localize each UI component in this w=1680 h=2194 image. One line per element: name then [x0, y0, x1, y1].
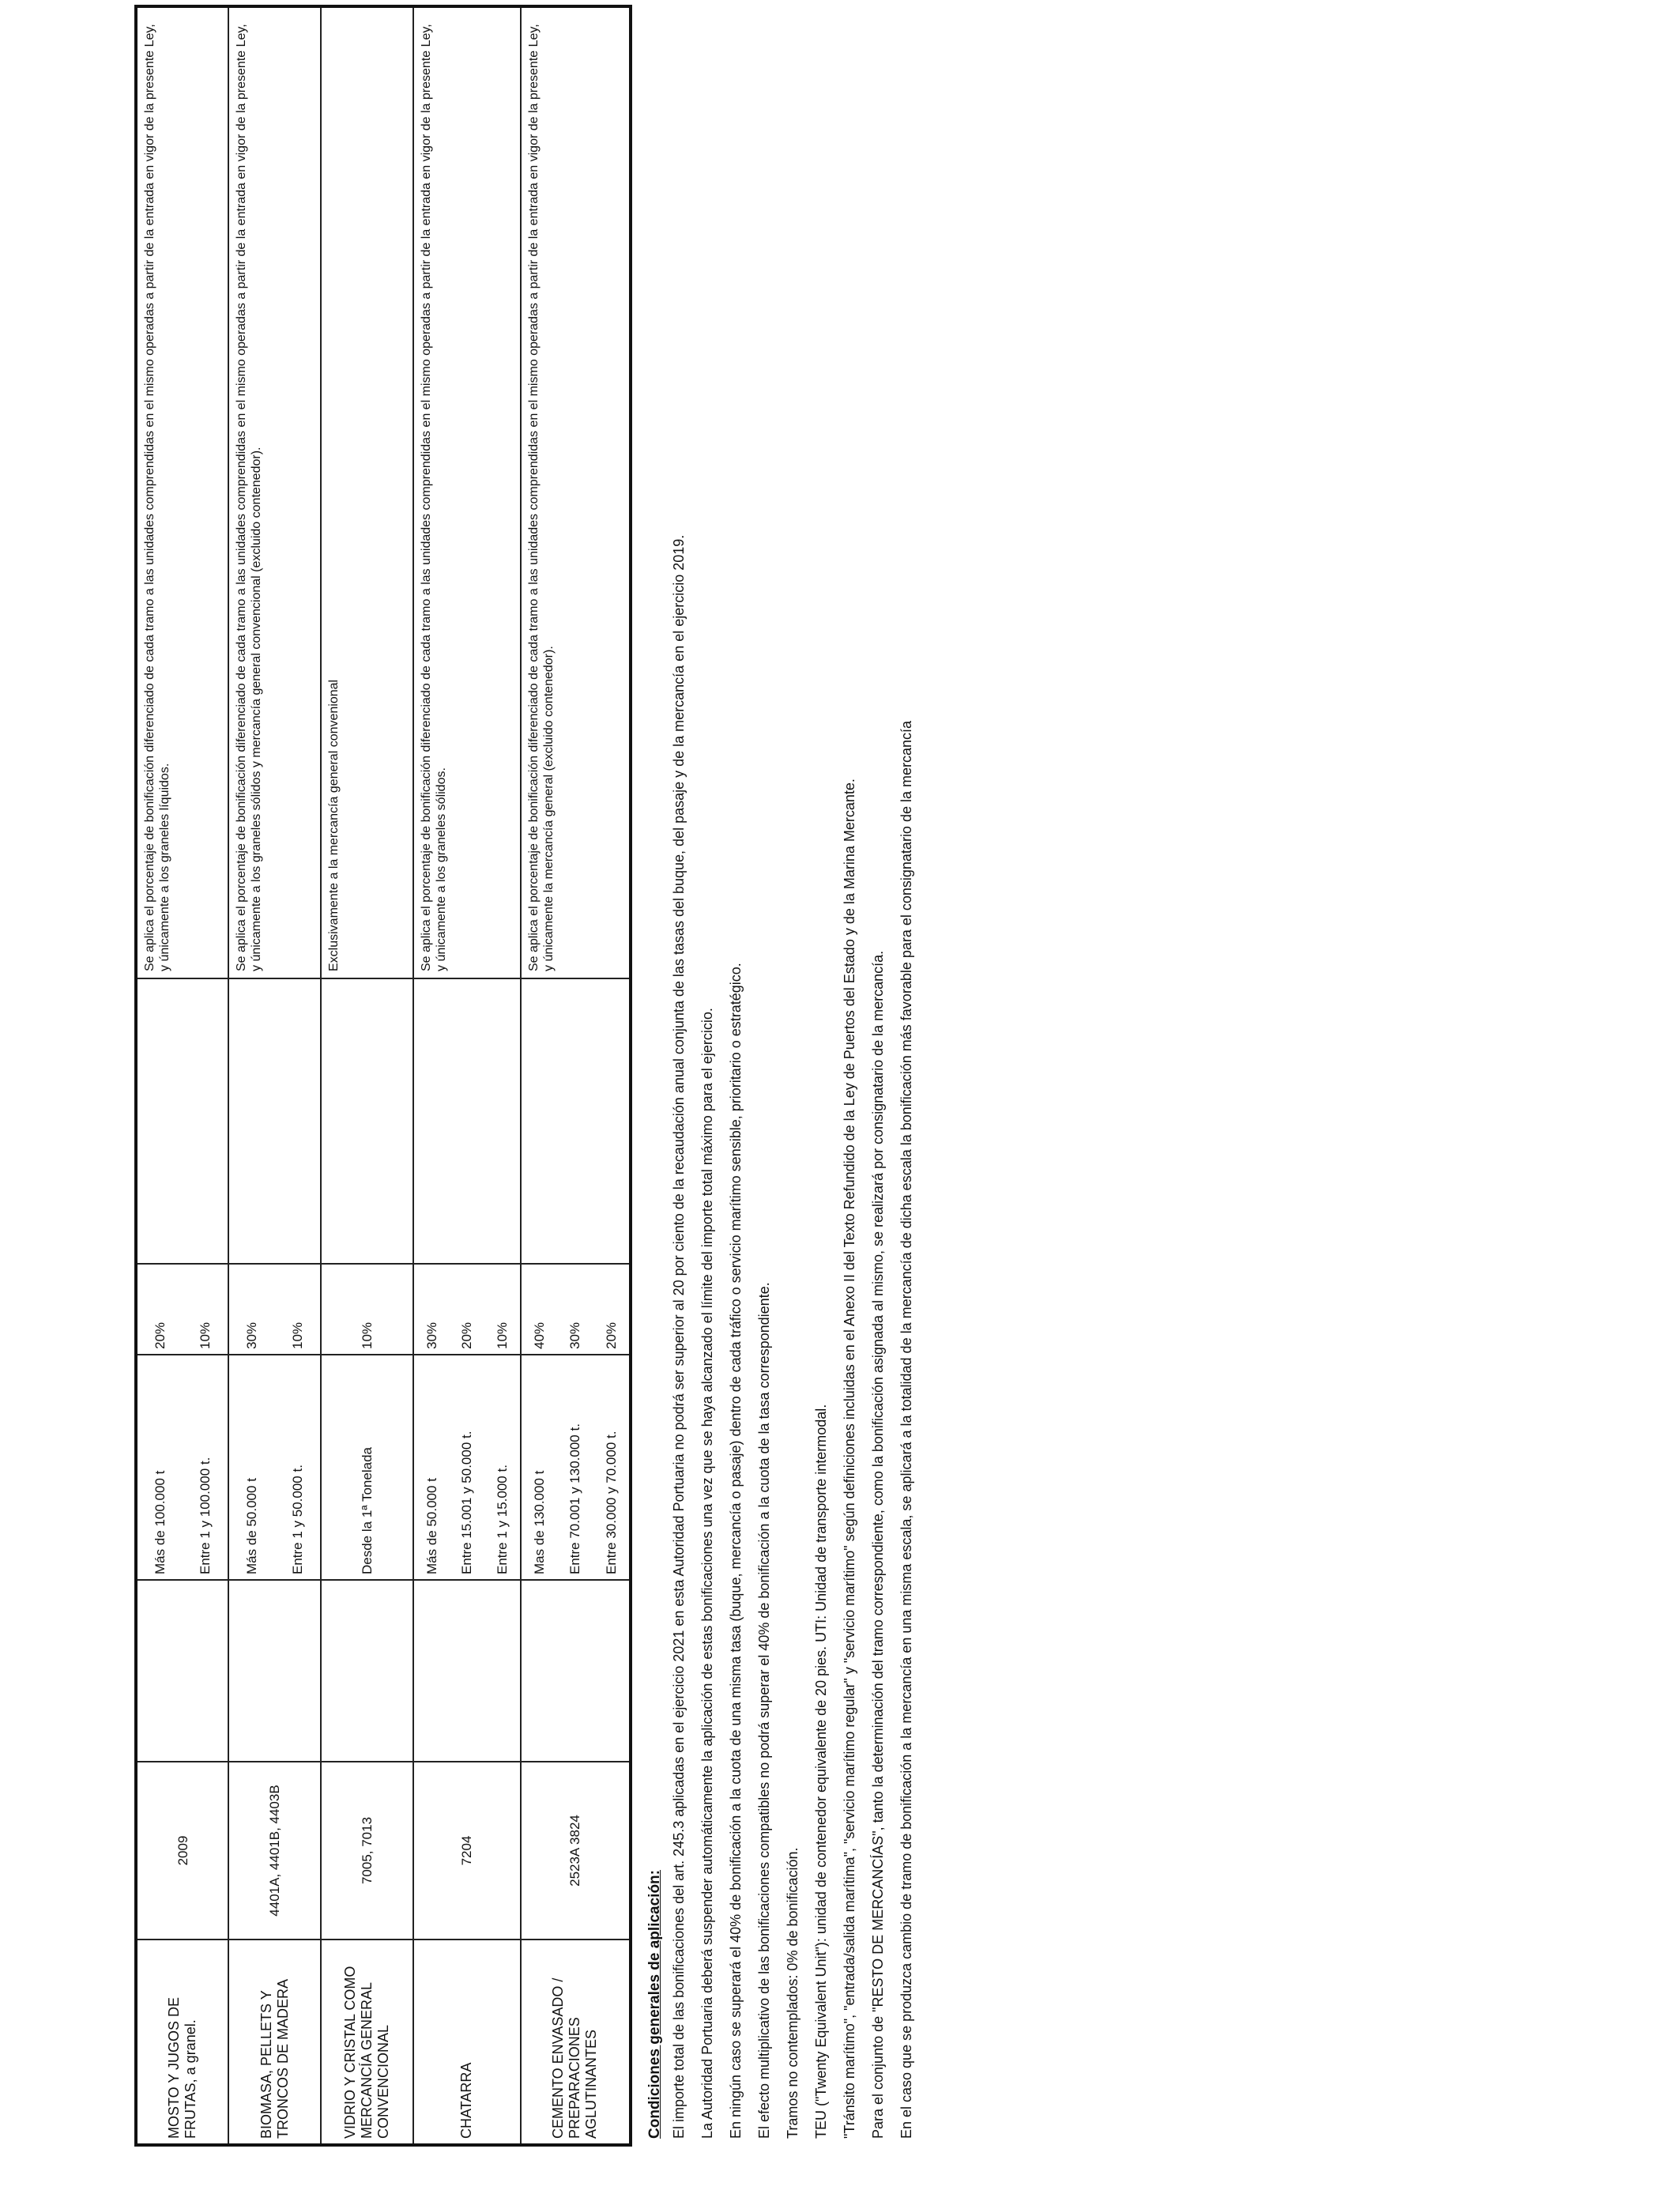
- code-cell: 7005, 7013: [321, 1762, 413, 1940]
- tier-range: Entre 30.000 y 70.000 t.: [603, 1431, 619, 1574]
- percent-cell: [136, 1264, 228, 1355]
- code-cell: 2009: [136, 1762, 228, 1940]
- percent-cell: [521, 1264, 631, 1355]
- bonus-table: [134, 5, 632, 2147]
- range-cell: [136, 1355, 228, 1580]
- product-cell: CHATARRA: [413, 1940, 521, 2145]
- code-cell: 7204: [413, 1762, 521, 1940]
- tier-range: Entre 15.001 y 50.000 t.: [459, 1431, 475, 1574]
- condition-line: El importe total de las bonificaciones del art. 245.3 aplicadas en el ejercicio 2021 en esta Autoridad Portuaria no podrá ser superior al 20 por ciento de la recaudación anual conjunta de las tasas del buque, del pasaje y de la mercancía en el ejercicio 2019.: [671, 534, 687, 2139]
- range-cell: [228, 1355, 321, 1580]
- table-row: [228, 6, 321, 2145]
- tier-percent: 30%: [244, 1321, 260, 1349]
- conditions-title: Condiciones generales de aplicación:: [646, 1870, 663, 2139]
- product-cell: VIDRIO Y CRISTAL COMO MERCANCÍA GENERAL CONVENCIONAL: [321, 1940, 413, 2145]
- condition-line: Tramos no contemplados: 0% de bonificación.: [785, 1847, 800, 2139]
- tier-range: Entre 70.001 y 130.000 t.: [567, 1423, 583, 1574]
- tier-range: Desde la 1ª Tonelada: [360, 1447, 375, 1574]
- tier-range: Más de 50.000 t: [244, 1478, 260, 1574]
- product-cell: MOSTO Y JUGOS DE FRUTAS, a granel.: [136, 1940, 228, 2145]
- percent-cell: [413, 1264, 521, 1355]
- note-cell: Se aplica el porcentaje de bonificación diferenciado de cada tramo a las unidades comprendidas en el mismo operadas a partir de la entrada en vigor de la presente Ley, y únicamente la mercancía general (excluido contenedor).: [521, 6, 631, 978]
- tier-percent: 10%: [198, 1321, 213, 1349]
- empty-cell: [228, 978, 321, 1264]
- product-cell: BIOMASA, PELLETS Y TRONCOS DE MADERA: [228, 1940, 321, 2145]
- tier-percent: 10%: [360, 1321, 375, 1349]
- table-row: [413, 6, 521, 2145]
- empty-cell: [136, 1580, 228, 1762]
- empty-cell: [521, 978, 631, 1264]
- condition-line: En ningún caso se superará el 40% de bonificación a la cuota de una misma tasa (buque, mercancía o pasaje) dentro de cada tráfico o servicio marítimo sensible, prioritario o estratégico.: [728, 963, 744, 2139]
- empty-cell: [228, 1580, 321, 1762]
- note-cell: Exclusivamente a la mercancía general convenional: [321, 6, 413, 978]
- tier-range: Entre 1 y 15.000 t.: [495, 1465, 510, 1574]
- tier-percent: 30%: [424, 1321, 439, 1349]
- empty-cell: [413, 978, 521, 1264]
- tier-percent: 20%: [459, 1321, 475, 1349]
- range-cell: [413, 1355, 521, 1580]
- note-cell: Se aplica el porcentaje de bonificación diferenciado de cada tramo a las unidades comprendidas en el mismo operadas a partir de la entrada en vigor de la presente Ley, y únicamente a los graneles líquidos.: [136, 6, 228, 978]
- tier-percent: 20%: [153, 1321, 168, 1349]
- condition-line: Para el conjunto de "RESTO DE MERCANCÍAS", tanto la determinación del tramo correspondiente, como la bonificación asignada al mismo, se realizará por consignatario de la mercancía.: [870, 950, 886, 2139]
- range-cell: [521, 1355, 631, 1580]
- note-cell: Se aplica el porcentaje de bonificación diferenciado de cada tramo a las unidades comprendidas en el mismo operadas a partir de la entrada en vigor de la presente Ley, y únicamente a los graneles sólidos.: [413, 6, 521, 978]
- tier-percent: 10%: [495, 1321, 510, 1349]
- empty-cell: [413, 1580, 521, 1762]
- tier-percent: 30%: [567, 1321, 583, 1349]
- condition-line: TEU ("Twenty Equivalent Unit"): unidad de contenedor equivalente de 20 pies. UTI: Unidad de transporte intermodal.: [813, 1404, 829, 2139]
- empty-cell: [521, 1580, 631, 1762]
- code-cell: 2523A 3824: [521, 1762, 631, 1940]
- empty-cell: [321, 978, 413, 1264]
- code-cell: 4401A, 4401B, 4403B: [228, 1762, 321, 1940]
- percent-cell: [228, 1264, 321, 1355]
- tier-percent: 20%: [603, 1321, 619, 1349]
- condition-line: El efecto multiplicativo de las bonificaciones compatibles no podrá superar el 40% de bonificación a la cuota de la tasa correspondiente.: [756, 1282, 772, 2139]
- note-cell: Se aplica el porcentaje de bonificación diferenciado de cada tramo a las unidades comprendidas en el mismo operadas a partir de la entrada en vigor de la presente Ley, y únicamente a los graneles sólidos y mercancía general convencional (excluido contenedor).: [228, 6, 321, 978]
- percent-cell: [321, 1264, 413, 1355]
- tier-range: Entre 1 y 50.000 t.: [289, 1465, 305, 1574]
- table-row: [136, 6, 228, 2145]
- empty-cell: [321, 1580, 413, 1762]
- condition-line: En el caso que se produzca cambio de tramo de bonificación a la mercancía en una misma escala, se aplicará a la totalidad de la mercancía de dicha escala la bonificación más favorable para el consignatario de la mercancía: [898, 720, 914, 2139]
- tier-percent: 40%: [532, 1321, 548, 1349]
- tier-range: Mas de 130.000 t: [532, 1470, 548, 1574]
- tier-range: Más de 100.000 t: [153, 1470, 168, 1574]
- table-row: [321, 6, 413, 2145]
- conditions-list: [670, 44, 926, 2139]
- empty-cell: [136, 978, 228, 1264]
- tier-range: Más de 50.000 t: [424, 1478, 439, 1574]
- condition-line: "Tránsito marítimo", "entrada/salida marítima", "servicio marítimo regular" y "servicio marítimo" según definiciones incluidas en el Anexo II del Texto Refundido de la Ley de Puertos del Estado y de la Marina Mercante.: [842, 778, 857, 2139]
- table-row: [521, 6, 631, 2145]
- condition-line: La Autoridad Portuaria deberá suspender automáticamente la aplicación de estas bonificaciones una vez que se haya alcanzado el límite del importe total máximo para el ejercicio.: [699, 1008, 715, 2139]
- product-cell: CEMENTO ENVASADO / PREPARACIONES AGLUTINANTES: [521, 1940, 631, 2145]
- tier-percent: 10%: [289, 1321, 305, 1349]
- general-conditions: [646, 44, 926, 2139]
- tier-range: Entre 1 y 100.000 t.: [198, 1457, 213, 1574]
- range-cell: [321, 1355, 413, 1580]
